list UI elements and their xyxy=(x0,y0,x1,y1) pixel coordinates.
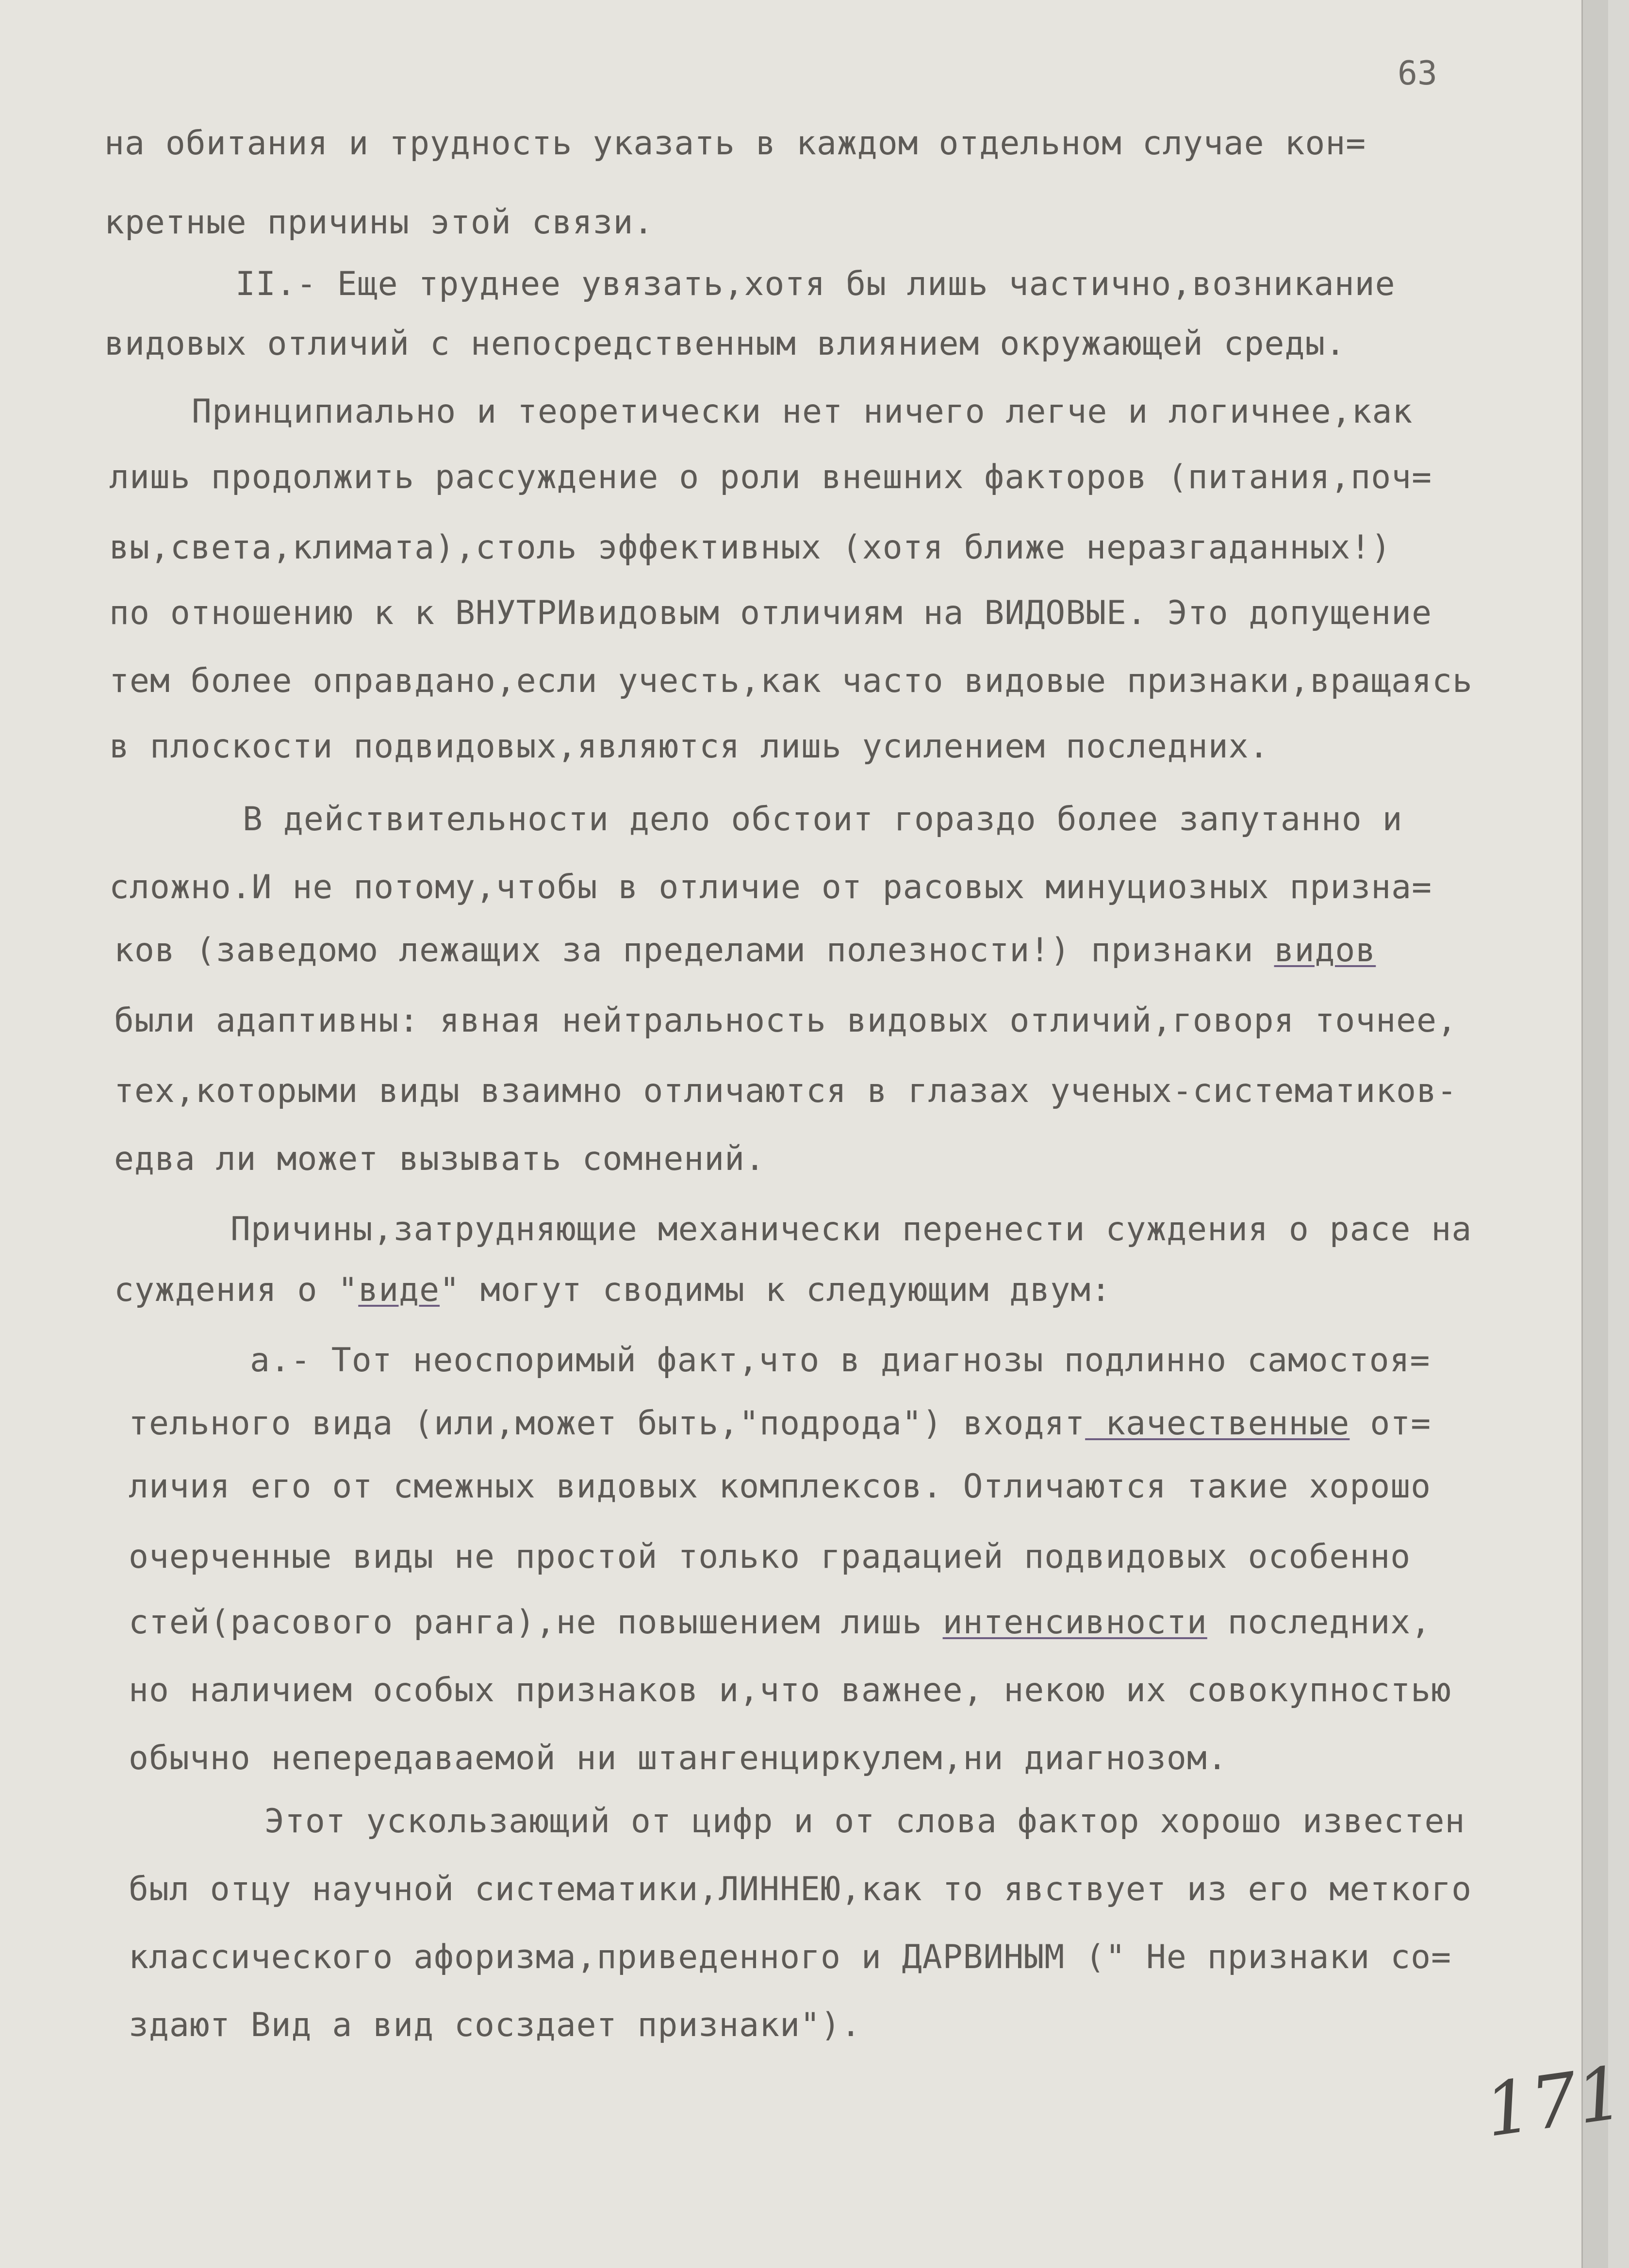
text-line-9: тем более оправдано,если учесть,как часто видовые признаки,вращаясь xyxy=(109,662,1473,700)
text-line-7: вы,света,климата),столь эффективных (хотя ближе неразгаданных!) xyxy=(109,528,1392,567)
text-line-24: но наличием особых признаков и,что важнее, некою их совокупностью xyxy=(129,1671,1452,1709)
text-line-12: сложно.И не потому,чтобы в отличие от расовых минуциозных призна= xyxy=(109,868,1432,906)
text-line-6: лишь продолжить рассуждение о роли внешних факторов (питания,поч= xyxy=(109,458,1432,496)
text-line-18 xyxy=(114,1271,1112,1309)
text-line-29: здают Вид а вид соcздает признаки"). xyxy=(129,2006,861,2044)
text-line-23 xyxy=(129,1603,1432,1642)
text-line-5: Принципиально и теоретически нет ничего легче и логичнее,как xyxy=(192,393,1413,431)
handwritten-folio-number: 171 xyxy=(1480,2050,1629,2154)
underlined-word-vide: виде xyxy=(358,1271,440,1309)
underlined-word-vidov: видов xyxy=(1274,931,1376,970)
page-edge xyxy=(1581,0,1608,2268)
text-line-20-start: тельного вида (или,может быть,"подрода") входят xyxy=(129,1404,1086,1443)
text-line-14: были адаптивны: явная нейтральность видовых отличий,говоря точнее, xyxy=(114,1002,1458,1040)
text-line-8: по отношению к к ВНУТРИвидовым отличиям на ВИДОВЫЕ. Это допущение xyxy=(109,594,1432,632)
text-line-21: личия его от смежных видовых комплексов. Отличаются такие хорошо xyxy=(129,1467,1432,1506)
text-line-18-start: суждения о " xyxy=(114,1271,359,1309)
text-line-26: Этот ускользающий от цифр и от слова фактор хорошо известен xyxy=(264,1802,1465,1841)
text-line-15: тех,которыми виды взаимно отличаются в глазах ученых-систематиков- xyxy=(114,1072,1458,1110)
text-line-11: В действительности дело обстоит гораздо более запутанно и xyxy=(243,800,1403,838)
text-line-23-start: стей(расового ранга),не повышением лишь xyxy=(129,1603,943,1642)
text-line-28: классического афоризма,приведенного и ДАРВИНЫМ (" Не признаки со= xyxy=(129,1938,1452,1976)
text-line-13-main: ков (заведомо лежащих за пределами полезности!) признаки xyxy=(114,931,1274,970)
text-line-20-end: от= xyxy=(1349,1404,1432,1443)
underlined-word-intensivnosti: интенсивности xyxy=(942,1603,1207,1642)
text-line-2: кретные причины этой связи. xyxy=(104,203,654,242)
text-line-1: на обитания и трудность указать в каждом отдельном случае кон= xyxy=(104,124,1366,163)
text-line-10: в плоскости подвидовых,являются лишь усилением последних. xyxy=(109,727,1269,766)
text-line-23-end: последних, xyxy=(1207,1603,1432,1642)
text-line-4: видовых отличий с непосредственным влиянием окружающей среды. xyxy=(104,325,1346,363)
text-line-27: был отцу научной систематики,ЛИННЕЮ,как то явствует из его меткого xyxy=(129,1870,1472,1908)
text-line-25: обычно непередаваемой ни штангенциркулем,ни диагнозом. xyxy=(129,1739,1228,1777)
text-line-17: Причины,затрудняющие механически перенести суждения о расе на xyxy=(230,1210,1472,1249)
text-line-20 xyxy=(129,1404,1432,1443)
text-line-13 xyxy=(114,931,1376,970)
page-number: 63 xyxy=(1398,54,1437,93)
text-line-22: очерченные виды не простой только градацией подвидовых особенно xyxy=(129,1538,1411,1576)
text-line-16: едва ли может вызывать сомнений. xyxy=(114,1140,766,1178)
text-line-19: а.- Тот неоспоримый факт,что в диагнозы подлинно самостоя= xyxy=(250,1341,1431,1380)
underlined-word-kachestvennye: качественные xyxy=(1085,1404,1350,1443)
text-line-3: II.- Еще труднее увязать,хотя бы лишь частично,возникание xyxy=(235,265,1396,303)
text-line-18-end: " могут сводимы к следующим двум: xyxy=(440,1271,1112,1309)
